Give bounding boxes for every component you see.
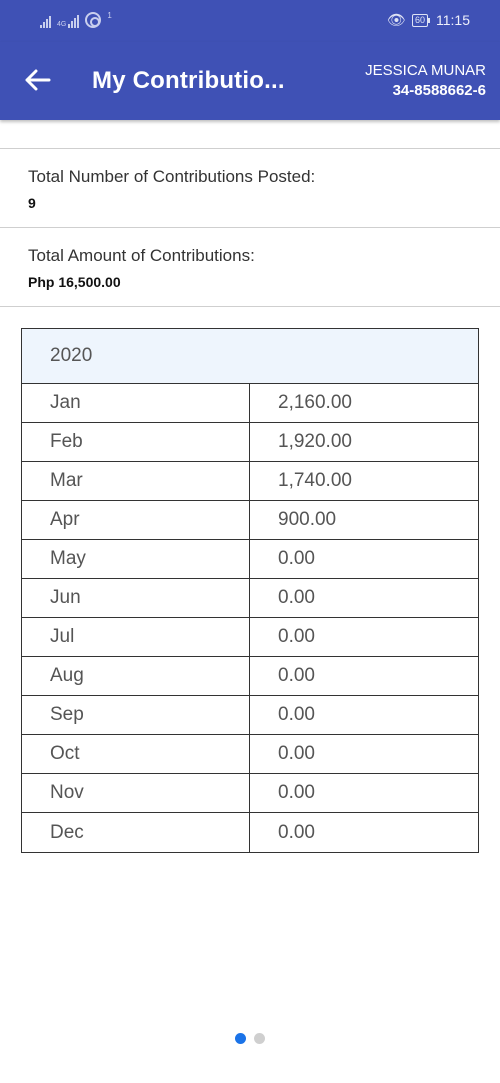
table-row [22,657,478,696]
month-cell: Apr [22,501,250,539]
amount-cell: 0.00 [278,821,315,843]
amount-value: Php 16,500.00 [28,274,121,290]
table-row [22,618,478,657]
eye-comfort-icon: 👁 [386,12,406,29]
contributions-table [21,328,479,853]
month-cell: Sep [22,696,250,734]
hotspot-icon [85,12,101,28]
amount-label: Total Amount of Contributions: [28,246,255,265]
battery-level: 60 [412,14,428,27]
month-cell: Mar [22,462,250,500]
notification-count: 1 [107,11,112,20]
table-row [22,774,478,813]
amount-cell: 0.00 [278,548,315,569]
amount-cell: 0.00 [278,665,315,686]
posted-label: Total Number of Contributions Posted: [28,167,316,186]
month-cell: Nov [22,774,250,812]
table-row [22,579,478,618]
table-row [22,384,478,423]
amount-cell: 2,160.00 [278,392,352,413]
page-title: My Contributio... [92,67,285,94]
amount-cell: 0.00 [278,626,315,647]
posted-summary [0,148,500,228]
table-row [22,540,478,579]
month-cell: Jan [22,384,250,422]
table-row [22,462,478,501]
month-cell: May [22,540,250,578]
app-bar [0,42,500,120]
table-row [22,735,478,774]
table-row [22,813,478,852]
month-cell: Dec [22,813,250,852]
table-row [22,423,478,462]
month-cell: Aug [22,657,250,695]
status-left [40,12,112,28]
table-row [22,501,478,540]
battery-icon [412,14,430,27]
month-cell: Jul [22,618,250,656]
table-row [22,696,478,735]
status-bar [0,0,500,42]
user-id: 34-8588662-6 [392,82,486,99]
arrow-left-icon [25,69,51,91]
status-right [387,11,470,29]
month-cell: Jun [22,579,250,617]
signal-icon-2 [57,14,79,28]
year-header: 2020 [22,329,478,384]
table-body [22,384,478,852]
page-dot-active[interactable] [235,1033,246,1044]
amount-cell: 0.00 [278,743,315,764]
clock: 11:15 [436,12,470,28]
amount-cell: 0.00 [278,782,315,803]
amount-cell: 900.00 [278,509,337,530]
month-cell: Feb [22,423,250,461]
amount-cell: 0.00 [278,587,315,608]
page-dot[interactable] [254,1033,265,1044]
posted-value: 9 [28,195,36,211]
user-info [365,61,486,101]
month-cell: Oct [22,735,250,773]
amount-cell: 1,740.00 [278,470,352,491]
page-indicator [0,1033,500,1044]
user-name: JESSICA MUNAR [365,62,486,79]
network-label: 4G [57,21,67,28]
amount-summary [0,228,500,307]
amount-cell: 0.00 [278,704,315,725]
back-button[interactable] [20,62,56,98]
amount-cell: 1,920.00 [278,431,352,452]
signal-icon [40,14,51,28]
